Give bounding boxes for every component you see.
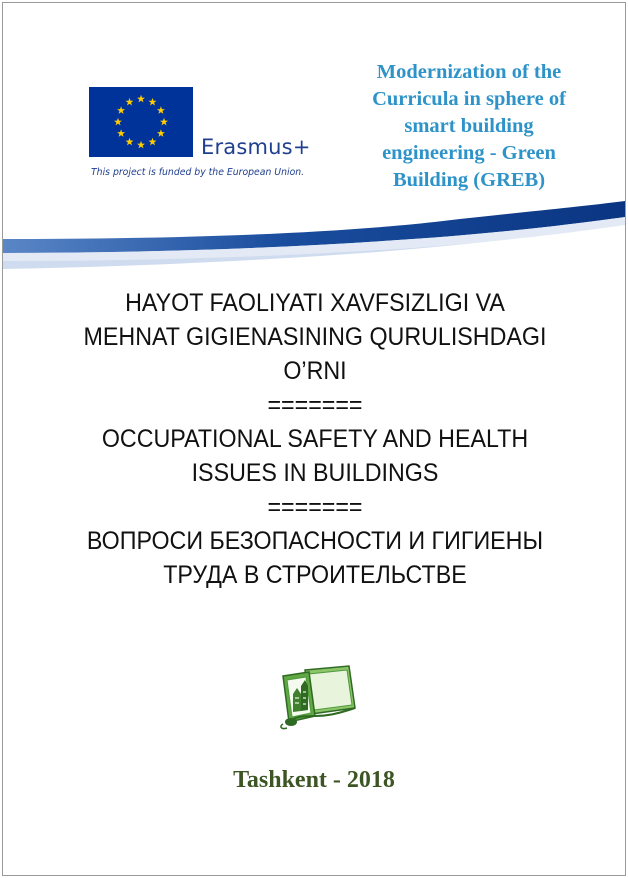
title-separator: ======= (267, 493, 363, 521)
uzbek-title-line: O’RNI (283, 357, 347, 385)
uzbek-title-line: MEHNAT GIGIENASINING QURULISHDAGI (83, 323, 547, 351)
place-and-year: Tashkent - 2018 (233, 767, 395, 793)
uzbek-title-line: HAYOT FAOLIYATI XAVFSIZLIGI VA (125, 289, 505, 317)
erasmus-wordmark: Erasmus+ (201, 135, 311, 159)
english-title-line: OCCUPATIONAL SAFETY AND HEALTH (101, 425, 529, 453)
project-title-line: smart building (404, 115, 534, 137)
eu-flag-icon (89, 87, 193, 157)
project-title-line: Curricula in sphere of (372, 88, 566, 110)
russian-title-line: ВОПРОСИ БЕЗОПАСНОСТИ И ГИГИЕНЫ (86, 527, 544, 555)
title-separator: ======= (267, 391, 363, 419)
open-book-icon (275, 664, 357, 730)
project-title-line: Building (GREB) (392, 169, 546, 191)
russian-title-line: ТРУДА В СТРОИТЕЛЬСТВЕ (163, 561, 467, 589)
header-wave-divider (3, 201, 625, 273)
document-titles (43, 286, 586, 592)
funding-note: This project is funded by the European Union. (91, 167, 305, 178)
erasmus-plus-logo (87, 85, 319, 185)
project-title-line: engineering - Green (382, 142, 556, 164)
project-title-line: Modernization of the (376, 61, 562, 83)
project-title (347, 59, 591, 194)
english-title-line: ISSUES IN BUILDINGS (191, 459, 439, 487)
cover-page (2, 2, 626, 876)
